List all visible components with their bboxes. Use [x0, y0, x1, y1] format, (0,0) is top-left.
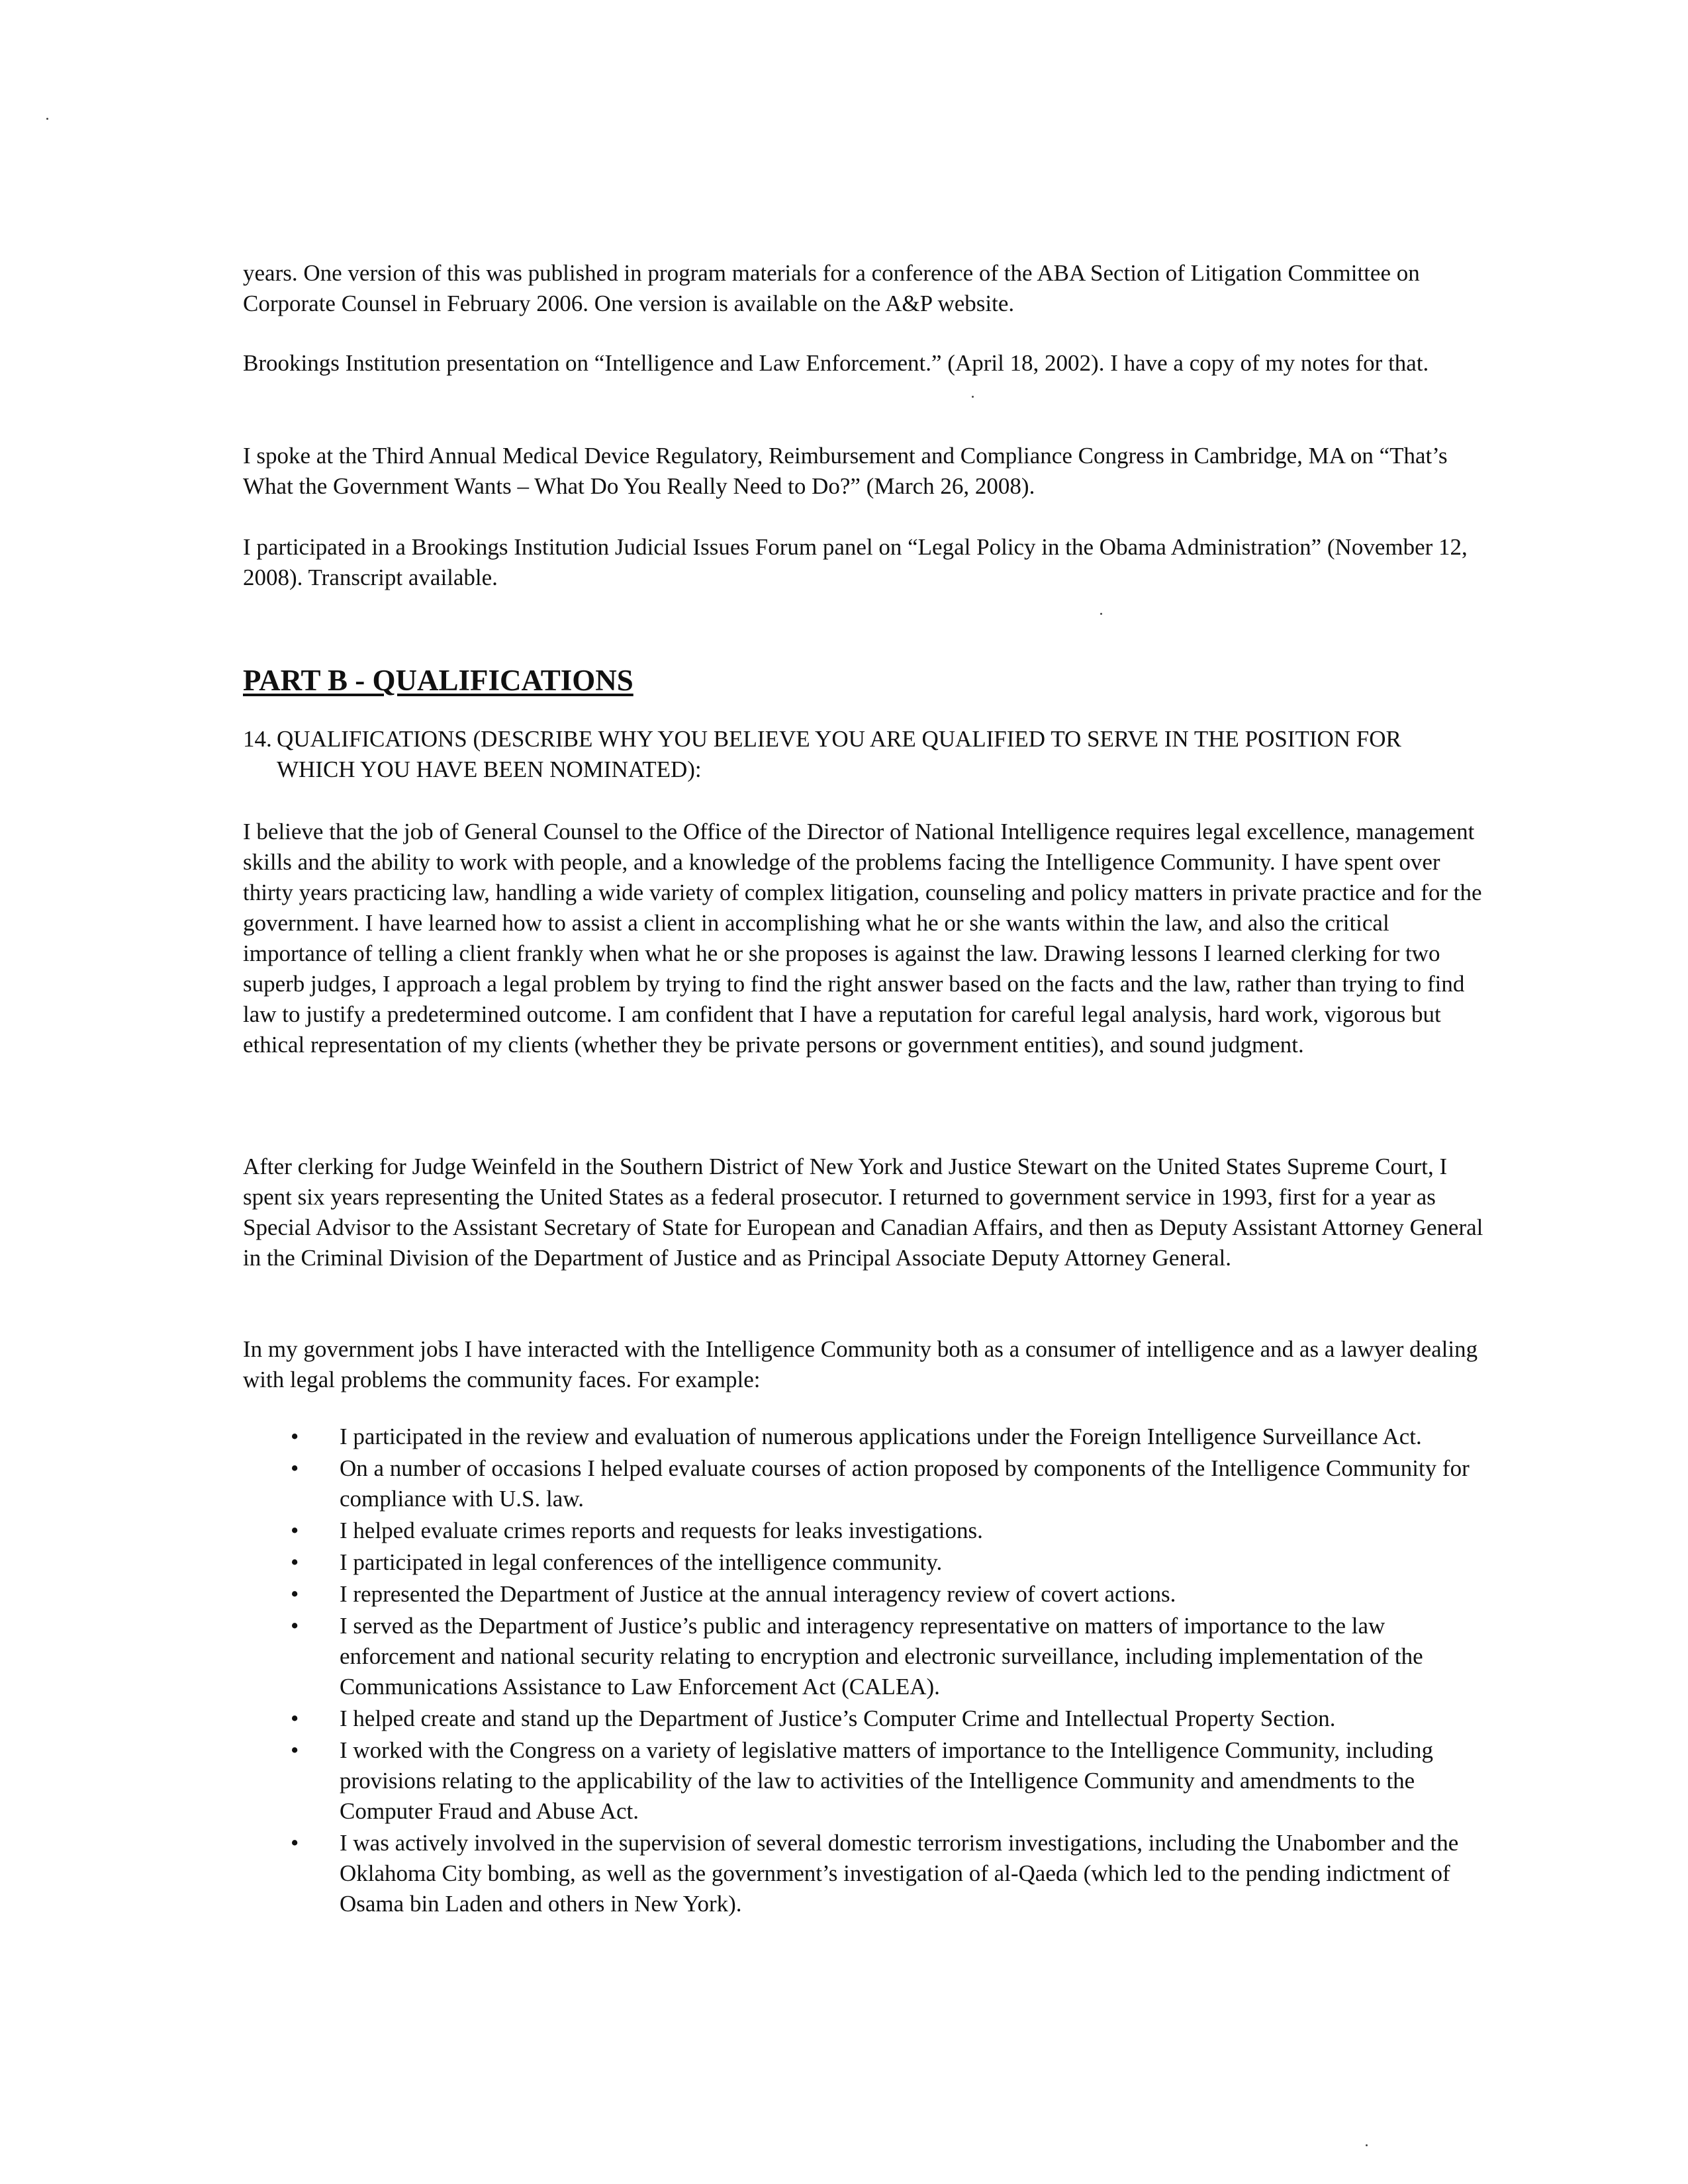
list-item [243, 1547, 1487, 1578]
paragraph-publication-note: years. One version of this was published in program materials for a conference of the ABA Section of Litigation Committee on Corporate Counsel in February 2006. One version is available on the A&P website. [243, 260, 1420, 316]
section-heading: PART B - QUALIFICATIONS [243, 664, 633, 697]
list-item-text: I participated in the review and evaluation of numerous applications under the Foreign Intelligence Surveillance Act. [340, 1424, 1422, 1449]
list-item-text: On a number of occasions I helped evaluate courses of action proposed by components of the Intelligence Community for compliance with U.S. law. [340, 1455, 1470, 1512]
list-item-text: I helped create and stand up the Department of Justice’s Computer Crime and Intellectual Property Section. [340, 1706, 1336, 1731]
bullet-icon: • [291, 1830, 299, 1856]
paragraph-career-history: After clerking for Judge Weinfeld in the Southern District of New York and Justice Stewart on the United States Supreme Court, I spent six years representing the United States as a federal prosecutor. I returned to government service in 1993, first for a year as Special Advisor to the Assistant Secretary of State for European and Canadian Affairs, and then as Deputy Assistant Attorney General in the Criminal Division of the Department of Justice and as Principal Associate Deputy Attorney General. [243, 1154, 1483, 1271]
list-item [243, 1704, 1487, 1734]
list-item [243, 1516, 1487, 1546]
list-item [243, 1579, 1487, 1610]
list-item [243, 1453, 1487, 1514]
paragraph-medical-device-congress: I spoke at the Third Annual Medical Device Regulatory, Reimbursement and Compliance Congress in Cambridge, MA on “That’s What the Government Wants – What Do You Really Need to Do?” (March 26, 2008). [243, 443, 1448, 499]
list-item [243, 1422, 1487, 1452]
bullet-icon: • [291, 1581, 299, 1607]
paragraph-brookings-panel: I participated in a Brookings Institution Judicial Issues Forum panel on “Legal Policy in the Obama Administration” (November 12, 2008). Transcript available. [243, 534, 1468, 590]
list-item [243, 1828, 1487, 1919]
paragraph-qualifications-overview: I believe that the job of General Counsel to the Office of the Director of National Intelligence requires legal excellence, management skills and the ability to work with people, and a knowledge of the problems facing the Intelligence Community. I have spent over thirty years practicing law, handling a wide variety of complex litigation, counseling and policy matters in private practice and for the government. I have learned how to assist a client in accomplishing what he or she wants within the law, and also the critical importance of telling a client frankly when what he or she proposes is against the law. Drawing lessons I learned clerking for two superb judges, I approach a legal problem by trying to find the right answer based on the facts and the law, rather than trying to find law to justify a predetermined outcome. I am confident that I have a reputation for careful legal analysis, hard work, vigorous but ethical representation of my clients (whether they be private persons or government entities), and sound judgment. [243, 819, 1482, 1058]
scan-speck [1366, 2144, 1368, 2146]
list-item-text: I helped evaluate crimes reports and requests for leaks investigations. [340, 1518, 983, 1543]
scan-speck [972, 396, 974, 398]
bullet-icon: • [291, 1613, 299, 1639]
experience-bullet-list [243, 1422, 1487, 1921]
bullet-icon: • [291, 1549, 299, 1575]
paragraph-brookings-presentation: Brookings Institution presentation on “Intelligence and Law Enforcement.” (April 18, 2002). I have a copy of my notes for that. [243, 350, 1429, 376]
question-number: 14. [243, 726, 272, 752]
scan-speck [46, 118, 48, 120]
list-item [243, 1611, 1487, 1702]
list-item-text: I served as the Department of Justice’s public and interagency representative on matters of importance to the law enforcement and national security relating to encryption and electronic surveillance, including implementation of the Communications Assistance to Law Enforcement Act (CALEA). [340, 1613, 1423, 1700]
list-item-text: I was actively involved in the supervision of several domestic terrorism investigations, including the Unabomber and the Oklahoma City bombing, as well as the government’s investigation of al-Qaeda (which led to the pending indictment of Osama bin Laden and others in New York). [340, 1830, 1459, 1917]
paragraph-intelligence-interaction: In my government jobs I have interacted with the Intelligence Community both as a consumer of intelligence and as a lawyer dealing with legal problems the community faces. For example: [243, 1336, 1478, 1392]
list-item [243, 1735, 1487, 1827]
bullet-icon: • [291, 1706, 299, 1731]
bullet-icon: • [291, 1455, 299, 1481]
list-item-text: I represented the Department of Justice at the annual interagency review of covert actions. [340, 1581, 1176, 1607]
list-item-text: I worked with the Congress on a variety of legislative matters of importance to the Intelligence Community, including provisions relating to the applicability of the law to activities of the Intelligence Community and amendments to the Computer Fraud and Abuse Act. [340, 1737, 1434, 1824]
bullet-icon: • [291, 1518, 299, 1543]
question-text: QUALIFICATIONS (DESCRIBE WHY YOU BELIEVE YOU ARE QUALIFIED TO SERVE IN THE POSITION FOR WHICH YOU HAVE BEEN NOMINATED): [277, 726, 1401, 782]
list-item-text: I participated in legal conferences of the intelligence community. [340, 1549, 943, 1575]
bullet-icon: • [291, 1424, 299, 1449]
scan-speck [1100, 613, 1102, 615]
bullet-icon: • [291, 1737, 299, 1763]
